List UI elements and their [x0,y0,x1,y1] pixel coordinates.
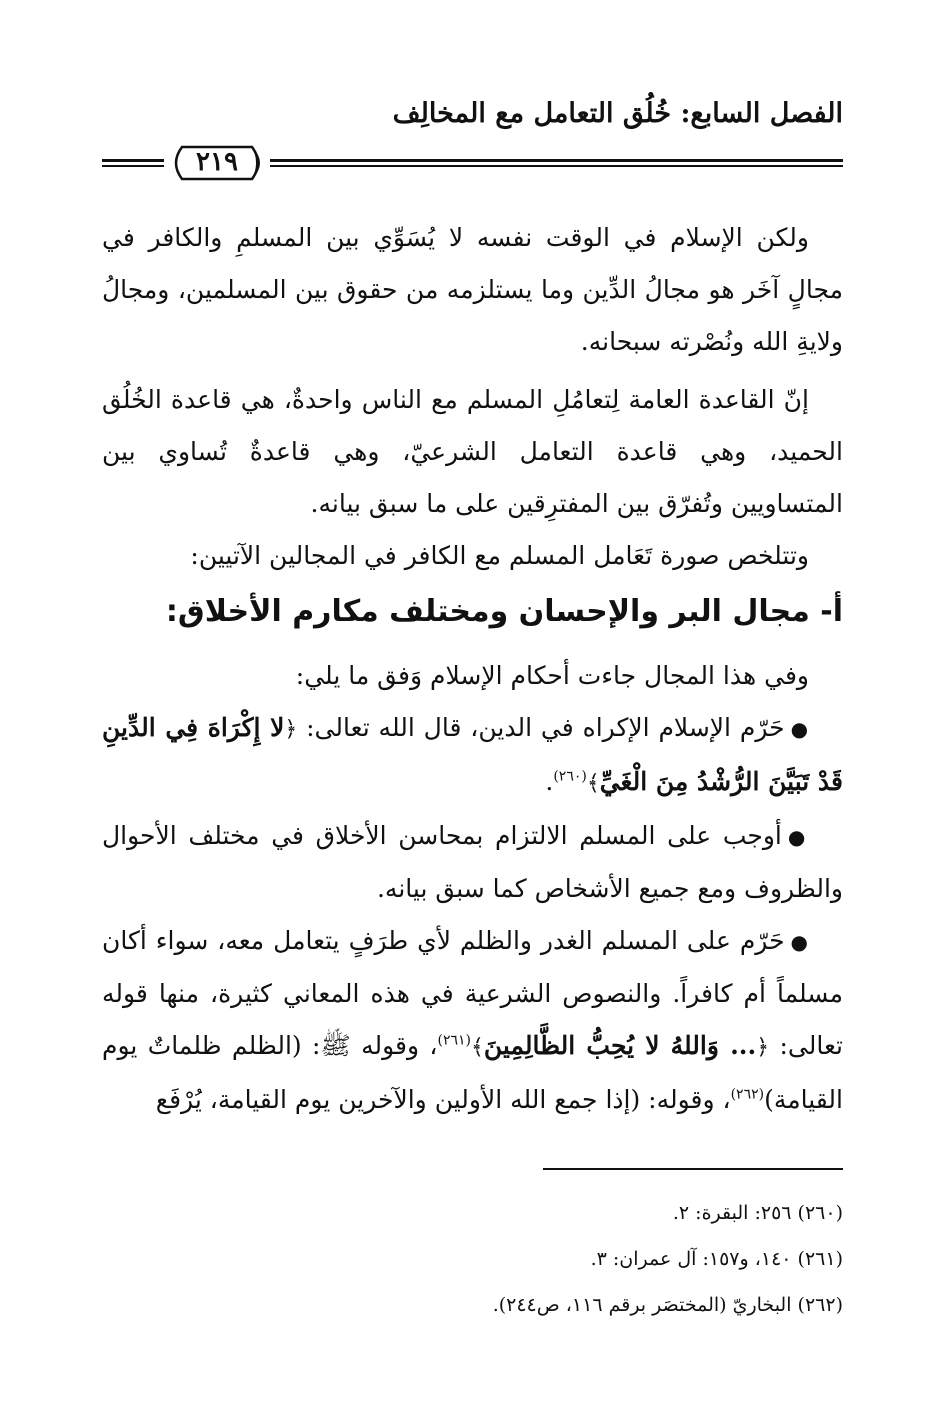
quran-verse-1-text: لا إِكْرَاهَ فِي الدِّينِ قَدْ تَبَيَّنَ الرُّشْدُ مِنَ الْغَيِّ [102,713,843,796]
header-rule [102,147,843,187]
bullet-icon: ● [790,717,810,741]
header-rule-right [270,159,843,167]
footnotes [102,1190,843,1328]
paragraph-2: إنّ القاعدة العامة لِتعامُلِ المسلم مع الناس واحدةٌ، هي قاعدة الخُلُق الحميد، وهي قاعدة التعامل الشرعيّ، وهي قاعدةٌ تُساوي بين المتساويين وتُفرّق بين المفترِقين على ما سبق بيانه. [102,385,843,518]
running-title: الفصل السابع: خُلُق التعامل مع المخالِف [392,98,843,129]
page-number-badge [168,143,266,183]
body-text [102,212,843,1126]
footnote-ref-261[interactable]: (٢٦١) [437,1032,472,1049]
paragraph-3: وتتلخص صورة تَعَامل المسلم مع الكافر في المجالين الآتيين: [190,541,809,570]
quran-verse-2-text: ... وَاللهُ لا يُحِبُّ الظَّالِمِينَ [483,1031,757,1060]
footnote-261: (٢٦١) ١٤٠، و١٥٧: آل عمران: ٣. [590,1248,843,1270]
header-rule-left [102,159,164,167]
ornate-bracket-close-icon: ﴾ [471,1035,484,1060]
bullet-item-3 [102,915,843,1126]
bullet-3-text-a: حَرّم على المسلم الغدر والظلم لأي طرَفٍ يتعامل معه، سواء أكان مسلماً أم كافراً. والنصوص الشرعية في هذه المعاني كثيرة، منها قوله تعالى: [102,926,843,1060]
footnote-ref-262[interactable]: (٢٦٢) [730,1086,765,1103]
page-number: ٢١٩ [196,147,238,177]
bullet-3-text-c: ، وقوله: (إذا جمع الله الأولين والآخرين يوم القيامة، يُرْفَع [155,1085,731,1114]
section-heading: أ- مجال البر والإحسان ومختلف مكارم الأخلاق: [165,594,843,629]
ornate-bracket-close-icon: ﴾ [586,771,600,796]
paragraph-1: ولكن الإسلام في الوقت نفسه لا يُسَوِّي بين المسلمِ والكافر في مجالٍ آخَر هو مجالُ الدِّين وما يستلزمه من حقوق بين المسلمين، ومجالُ ولايةِ الله ونُصْرته سبحانه. [102,223,843,356]
footnote-260: (٢٦٠) ٢٥٦: البقرة: ٢. [672,1202,843,1224]
bullet-2-text: أوجب على المسلم الالتزام بمحاسن الأخلاق في مختلف الأحوال والظروف ومع جميع الأشخاص كما سبق بيانه. [102,821,843,903]
bullet-icon: ● [790,930,809,954]
bullet-1-text: حَرّم الإسلام الإكراه في الدين، قال الله تعالى: [297,713,785,742]
footnote-divider [543,1168,843,1170]
ornate-bracket-open-icon: ﴿ [756,1035,770,1060]
footnote-ref-260[interactable]: (٢٦٠) [553,768,587,785]
ornate-bracket-open-icon: ﴿ [284,717,298,742]
bullet-item-1: ●حَرّم الإسلام الإكراه في الدين، قال الله تعالى: ﴿لا إِكْرَاهَ فِي الدِّينِ قَدْ تَبَيَّنَ الرُّشْدُ مِنَ الْغَيِّ﴾$^{(٢٦٠)}$. [102,713,843,796]
paragraph-4: وفي هذا المجال جاءت أحكام الإسلام وَفق ما يلي: [295,661,809,690]
bullet-icon: ● [787,825,809,849]
bullet-item-2 [102,810,843,915]
bullet-3-text-b: ، وقوله ﷺ: (الظلم ظلماتٌ يوم القيامة) [102,1031,843,1114]
quran-verse-2 [471,1031,769,1060]
footnote-262: (٢٦٢) البخاريّ (المختصَر برقم ١١٦، ص٢٤٤). [492,1294,843,1316]
